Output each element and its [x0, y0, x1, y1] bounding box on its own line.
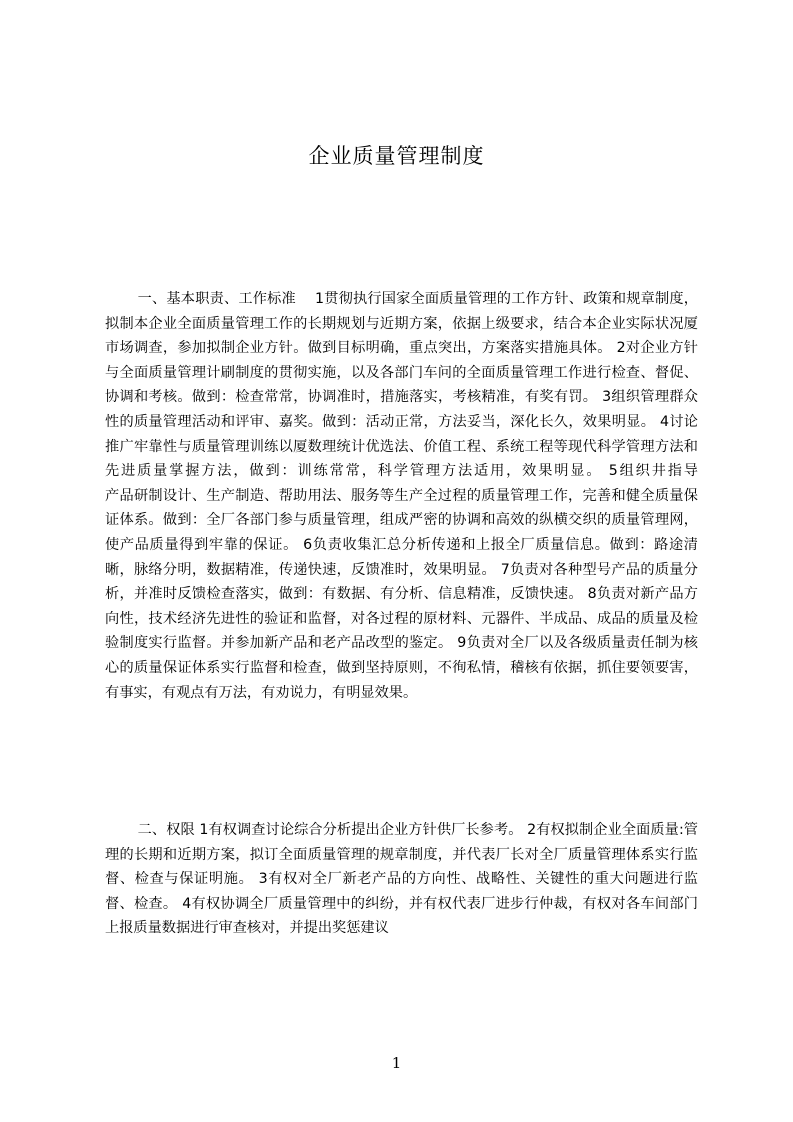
page-number: 1 [391, 1054, 402, 1072]
page-title: 企业质量管理制度 [308, 144, 485, 168]
paragraph-authority: 二、权限 1有权调查讨论综合分析提出企业方针供厂长参考。 2有权拟制企业全面质量:管理的长期和近期方案，拟订全面质量管理的规章制度，并代表厂长对全厂质量管理体系实行监督、检查与保证明施。 3有权对全厂新老产品的方向性、战略性、关键性的重大问题进行监督、检查。 4有权协调全厂质量管理中的纠纷，并有权代表厂进步行仲裁，有权对各车间部门上报质量数据进行审查核对，并提出奖惩建议 [105, 822, 698, 937]
paragraph-basic-duties: 一、基本职责、工作标准 1贯彻执行国家全面质量管理的工作方针、政策和规章制度，拟制本企业全面质量管理工作的长期规划与近期方案，依据上级要求，结合本企业实际状况厦市场调查，参加拟制企业方针。做到目标明确，重点突出，方案落实措施具体。 2对企业方针与全面质量管理计刷制度的贯彻实施，以及各部门车问的全面质量管理工作进行检查、督促、协调和考核。做到：检查常常，协调准时，措施落实，考核精准，有奖有罚。 3组织管理群众性的质量管理活动和评审、嘉奖。做到：活动正常，方法妥当，深化长久，效果明显。 4讨论推广牢靠性与质量管理训练以厦数理统计优选法、价值工程、系统工程等现代科学管理方法和先进质量掌握方法，做到：训练常常，科学管理方法适用，效果明显。 5组织井指导 产品研制设计、生产制造、帮助用法、服务等生产全过程的质量管理工作，完善和健全质量保证体系。做到：全厂各部门参与质量管理，组成严密的协调和高效的纵横交织的质量管理网，使产品质量得到牢靠的保证。 6负责收集汇总分析传递和上报全厂质量信息。做到：路途清晰，脉络分明，数据精准，传递快速，反馈准时，效果明显。 7负责对各种型号产品的质量分析，并准时反馈检查落实，做到：有数据、有分析、信息精准，反馈快速。 8负责对新产品方向性，技术经济先进性的验证和监督，对各过程的原材料、元器件、半成品、成品的质量及检验制度实行监督。并参加新产品和老产品改型的鉴定。 9负责对全厂以及各级质量责任制为核心的质量保证体系实行监督和检查，做到坚持原则，不徇私情，稽核有依据，抓住要领要害，有事实，有观点有万法，有劝说力，有明显效果。 [105, 291, 769, 701]
